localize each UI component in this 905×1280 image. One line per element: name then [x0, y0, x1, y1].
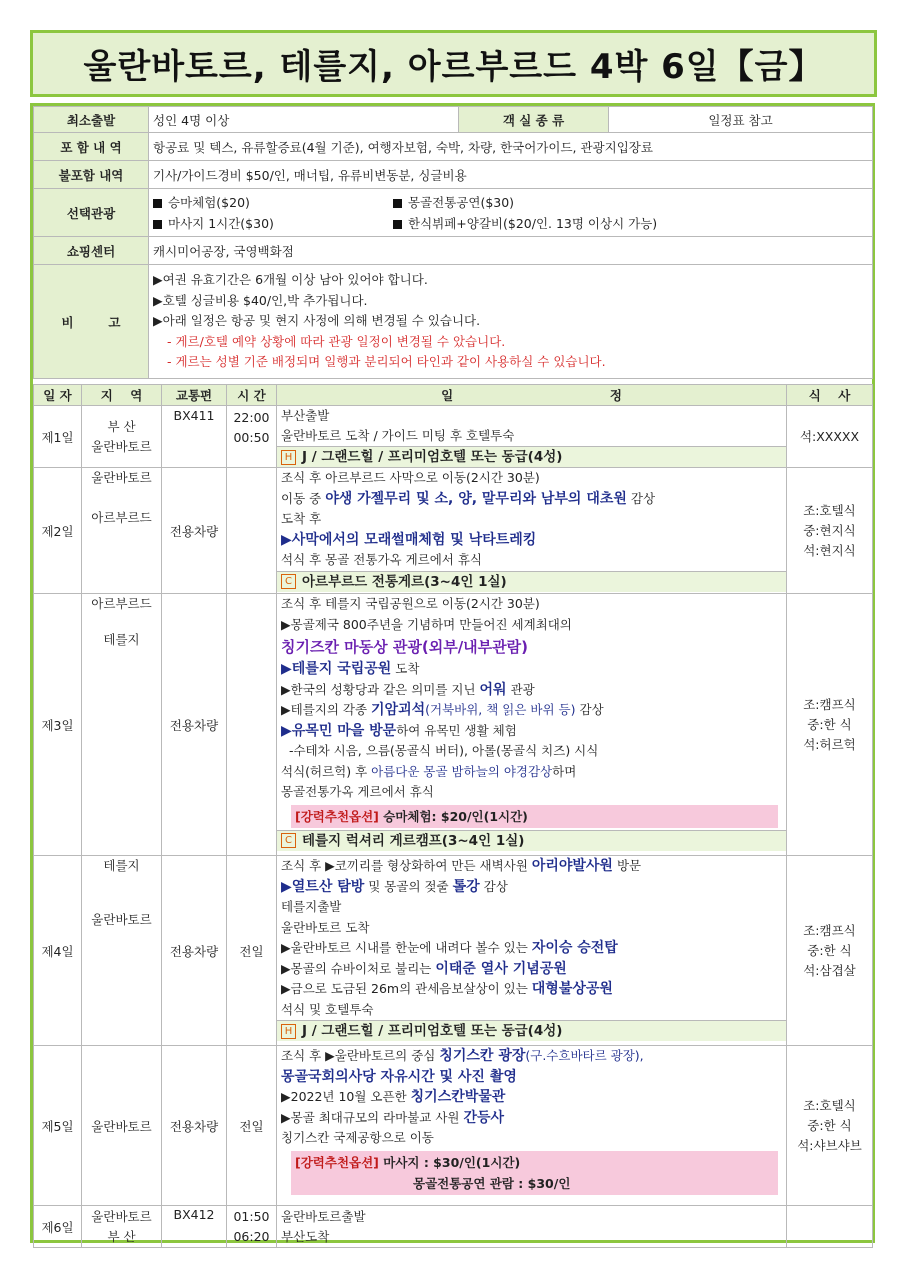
header-time: 시 간 — [227, 385, 277, 406]
day-region — [82, 406, 162, 468]
note-line: ▶아래 일정은 항공 및 현지 사정에 의해 변경될 수 있습니다. — [153, 313, 481, 329]
option-item: 한식뷔페+양갈비($20/인. 13명 이상시 가능) — [408, 216, 658, 231]
region-line: 아르부르드 — [91, 596, 152, 611]
shopping-value: 캐시미어공장, 국영백화점 — [149, 237, 873, 265]
region-line: 아르부르드 — [91, 510, 152, 525]
note-warning-line: - 게르/호텔 예약 상황에 따라 관광 일정이 변경될 수 았습니다. — [167, 333, 506, 349]
text: 하며 — [552, 763, 577, 779]
schedule-line — [281, 877, 782, 898]
room-type-value: 일정표 참고 — [609, 107, 873, 133]
text: 및 몽골의 젖줄 — [364, 878, 453, 894]
hotel-name: J / 그랜드힐 / 프리미엄호텔 또는 동급(4성) — [302, 449, 563, 465]
schedule-line: 조식 후 테를지 국립공원으로 이동(2시간 30분) — [281, 596, 540, 611]
header-schedule: 일 정 — [277, 385, 787, 406]
note-line: ▶호텔 싱글비용 $40/인,박 추가됩니다. — [153, 292, 368, 308]
schedule-line: 칭기스칸 국제공항으로 이동 — [281, 1130, 434, 1145]
day-label: 제2일 — [34, 468, 82, 594]
highlight-text: ▶유목민 마을 방문 — [281, 722, 397, 739]
day-row-1 — [34, 406, 873, 468]
text: ▶몽골 최대규모의 라마불교 사원 — [281, 1109, 464, 1125]
camp-icon: C — [281, 833, 296, 848]
hotel-icon: H — [281, 1024, 296, 1039]
highlight-text: ▶테를지 국립공원 — [281, 661, 392, 677]
note-line: ▶여권 유효기간은 6개월 이상 남아 있어야 합니다. — [153, 272, 428, 288]
options-value — [149, 189, 873, 237]
highlight-text: 톨강 — [452, 878, 480, 895]
highlight-text: 자이승 승전탑 — [531, 940, 618, 956]
schedule-line: 부산도착 — [281, 1228, 330, 1244]
option-item: 승마체험($20) — [168, 195, 250, 210]
day-schedule — [277, 594, 787, 856]
hotel-line — [277, 571, 786, 592]
hotel-line — [277, 1020, 786, 1041]
text: 하여 유목민 생활 체험 — [396, 722, 517, 738]
text: 조식 후 ▶코끼리를 형상화하여 만든 새벽사원 — [281, 858, 532, 873]
day-label: 제4일 — [34, 856, 82, 1046]
day-region: 울란바토르 — [82, 1046, 162, 1206]
text: ▶2022년 10월 오픈한 — [281, 1089, 411, 1104]
hotel-name: 아르부르드 전통게르(3~4인 1실) — [302, 573, 507, 590]
schedule-line — [281, 1087, 782, 1108]
highlight-text: 대형불상공원 — [531, 981, 613, 997]
text: ▶테를지의 각종 — [281, 702, 372, 717]
min-departure-label: 최소출발 — [34, 107, 149, 133]
schedule-line — [281, 680, 782, 701]
notes-value — [149, 265, 873, 379]
page-title: 울란바토르, 테를지, 아르부르드 4박 6일【금】 — [83, 47, 824, 87]
text: 도착 — [391, 661, 420, 676]
region-line: 울란바토르 — [91, 438, 152, 454]
meal-line: 조:호텔식 — [803, 502, 856, 518]
time-line: 06:20 — [233, 1228, 270, 1244]
text: (거북바위, 책 읽은 바위 등) — [425, 702, 576, 717]
day-meals — [787, 468, 873, 594]
schedule-header-row — [34, 385, 873, 406]
day-transport: 전용차량 — [162, 856, 227, 1046]
highlight-text: 어워 — [479, 681, 507, 698]
min-departure-value: 성인 4명 이상 — [149, 107, 459, 133]
schedule-highlight: 몽골국회의사당 자유시간 및 사진 촬영 — [281, 1068, 517, 1085]
shopping-row — [34, 237, 873, 265]
region-line: 울란바토르 — [91, 470, 152, 485]
day-transport: 전용차량 — [162, 1046, 227, 1206]
hotel-icon: H — [281, 450, 296, 465]
region-line: 테를지 — [103, 632, 140, 647]
option-text: 몽골전통공연 관람 : $30/인 — [413, 1175, 571, 1191]
text: 감상 — [479, 878, 508, 894]
day-transport: 전용차량 — [162, 594, 227, 856]
schedule-line: 울란바토르 도착 / 가이드 미팅 후 호텔투숙 — [281, 428, 515, 443]
meal-line: 중:한 식 — [807, 716, 852, 732]
meal-line: 석:현지식 — [803, 542, 856, 558]
day-transport: BX412 — [162, 1206, 227, 1248]
notes-label: 비 고 — [34, 265, 149, 379]
hotel-name: J / 그랜드힐 / 프리미엄호텔 또는 동급(4성) — [302, 1023, 563, 1039]
option-text: 승마체험: $20/인(1시간) — [378, 808, 528, 824]
day-row-4 — [34, 856, 873, 1046]
schedule-line — [281, 959, 782, 980]
region-line: 부 산 — [107, 418, 136, 434]
day-region — [82, 468, 162, 594]
includes-value: 항공료 및 텍스, 유류할증료(4월 기준), 여행자보험, 숙박, 차량, 한국어가이드, 관광지입장료 — [149, 133, 873, 161]
hotel-name: 테를지 럭셔리 게르캠프(3~4인 1실) — [302, 832, 525, 849]
highlight-text: 이태준 열사 기념공원 — [435, 960, 567, 977]
header-meals: 식 사 — [787, 385, 873, 406]
schedule-line: 울란바토르출발 — [281, 1208, 366, 1224]
day-schedule — [277, 856, 787, 1046]
schedule-line — [281, 1108, 782, 1129]
time-line: 01:50 — [233, 1208, 270, 1224]
schedule-line — [281, 1046, 782, 1067]
day-region — [82, 594, 162, 856]
schedule-line — [281, 659, 782, 680]
excludes-label: 불포함 내역 — [34, 161, 149, 189]
text: 방문 — [612, 858, 642, 873]
schedule-highlight: 칭기즈칸 마동상 관광(외부/내부관람) — [281, 638, 528, 656]
text: 감상 — [626, 490, 656, 506]
option-tag: [강력추천옵션] — [295, 808, 379, 824]
highlight-text: 칭기스칸 광장 — [439, 1048, 526, 1064]
schedule-line: 몽골전통가옥 게르에서 휴식 — [281, 784, 434, 799]
day-schedule — [277, 1046, 787, 1206]
region-line: 테를지 — [103, 858, 140, 873]
day-transport: BX411 — [162, 406, 227, 468]
highlight-text: ▶열트산 탐방 — [281, 878, 365, 895]
shopping-label: 쇼핑센터 — [34, 237, 149, 265]
header-day: 일 자 — [34, 385, 82, 406]
schedule-line: ▶몽골제국 800주년을 기념하며 만들어진 세계최대의 — [281, 616, 572, 632]
header-transport: 교통편 — [162, 385, 227, 406]
day-row-5 — [34, 1046, 873, 1206]
schedule-line — [281, 979, 782, 1000]
highlight-text: 아름다운 몽골 밤하늘의 야경감상 — [371, 763, 553, 779]
region-line: 울란바토르 — [91, 1208, 152, 1224]
day-schedule — [277, 468, 787, 594]
day-meals — [787, 1206, 873, 1248]
schedule-line — [281, 700, 782, 721]
day-meals — [787, 406, 873, 468]
day-time — [227, 406, 277, 468]
option-item: 몽골전통공연($30) — [408, 195, 515, 210]
meal-line: 석:허르헉 — [803, 736, 856, 752]
text: ▶울란바토르 시내를 한눈에 내려다 볼수 있는 — [281, 940, 532, 955]
schedule-line: -수테차 시음, 으름(몽골식 버터), 아롤(몽골식 치즈) 시식 — [281, 743, 599, 758]
schedule-line: 도착 후 — [281, 511, 322, 526]
region-line: 부 산 — [107, 1228, 136, 1244]
day-row-3 — [34, 594, 873, 856]
day-meals — [787, 1046, 873, 1206]
schedule-line — [281, 489, 782, 510]
day-schedule — [277, 406, 787, 468]
note-warning-line: - 게르는 성별 기준 배정되며 일행과 분리되어 타인과 같이 사용하실 수 있습니다. — [167, 354, 606, 370]
highlight-text: 기암괴석 — [371, 702, 426, 718]
notes-row — [34, 265, 873, 379]
bullet-square-icon — [393, 220, 402, 229]
day-region — [82, 1206, 162, 1248]
time-line: 00:50 — [233, 430, 270, 445]
option-text: 마사지 : $30/인(1시간) — [378, 1154, 521, 1170]
day-label: 제6일 — [34, 1206, 82, 1248]
bullet-square-icon — [393, 199, 402, 208]
day-meals — [787, 856, 873, 1046]
meal-line: 중:한 식 — [807, 1117, 852, 1133]
info-table — [33, 106, 873, 379]
text: (구.수흐바타르 광장), — [525, 1048, 644, 1063]
highlight-text: 아리야발사원 — [531, 858, 613, 874]
hotel-line — [277, 446, 786, 467]
day-row-6 — [34, 1206, 873, 1248]
text: 감상 — [575, 702, 604, 717]
title-banner — [30, 30, 877, 97]
day-meals — [787, 594, 873, 856]
bullet-square-icon — [153, 220, 162, 229]
schedule-line: 울란바토르 도착 — [281, 919, 370, 935]
recommended-option-box — [291, 805, 778, 828]
camp-icon: C — [281, 574, 296, 589]
meal-line: 석:샤브샤브 — [797, 1137, 862, 1153]
schedule-line — [281, 721, 782, 742]
region-line: 울란바토르 — [91, 912, 152, 927]
bullet-square-icon — [153, 199, 162, 208]
recommended-option-box — [291, 1151, 778, 1195]
schedule-line: 부산출발 — [281, 408, 330, 423]
option-item: 마사지 1시간($30) — [168, 216, 274, 231]
text: 관광 — [506, 681, 535, 697]
time-line: 22:00 — [233, 410, 270, 425]
highlight-text: 간등사 — [463, 1109, 505, 1126]
includes-row — [34, 133, 873, 161]
day-time: 전일 — [227, 1046, 277, 1206]
day-schedule — [277, 1206, 787, 1248]
meal-line: 석:XXXXX — [799, 428, 860, 444]
text: 이동 중 — [281, 490, 326, 506]
min-departure-row — [34, 107, 873, 133]
text: ▶몽골의 슈바이처로 불리는 — [281, 960, 436, 976]
meal-line: 조:캠프식 — [803, 922, 856, 938]
day-label: 제3일 — [34, 594, 82, 856]
schedule-line: 석식 및 호텔투숙 — [281, 1001, 374, 1017]
meal-line: 중:현지식 — [803, 522, 856, 538]
hotel-line — [277, 830, 786, 851]
excludes-value: 기사/가이드경비 $50/인, 매너팁, 유류비변동분, 싱글비용 — [149, 161, 873, 189]
day-time: 전일 — [227, 856, 277, 1046]
meal-line: 중:한 식 — [807, 942, 852, 958]
day-label: 제1일 — [34, 406, 82, 468]
day-time — [227, 1206, 277, 1248]
schedule-line: 조식 후 아르부르드 사막으로 이동(2시간 30분) — [281, 470, 540, 485]
highlight-text: 칭기스칸박물관 — [410, 1089, 506, 1105]
schedule-line: 석식 후 몽골 전통가옥 게르에서 휴식 — [281, 552, 482, 567]
options-label: 선택관광 — [34, 189, 149, 237]
meal-line: 석:삼겹살 — [803, 962, 856, 978]
text: ▶한국의 성황당과 같은 의미를 지닌 — [281, 681, 480, 697]
day-time — [227, 594, 277, 856]
schedule-line — [281, 856, 782, 877]
header-region: 지 역 — [82, 385, 162, 406]
text: 조식 후 ▶울란바토르의 중심 — [281, 1048, 440, 1063]
includes-label: 포 함 내 역 — [34, 133, 149, 161]
schedule-table — [33, 384, 873, 1248]
day-row-2 — [34, 468, 873, 594]
schedule-line: 테를지출발 — [281, 899, 342, 914]
meal-line: 조:캠프식 — [803, 696, 856, 712]
day-label: 제5일 — [34, 1046, 82, 1206]
schedule-line — [281, 938, 782, 959]
meal-line: 조:호텔식 — [803, 1097, 856, 1113]
room-type-label: 객 실 종 류 — [459, 107, 609, 133]
day-region — [82, 856, 162, 1046]
schedule-line — [281, 762, 782, 783]
options-row — [34, 189, 873, 237]
day-transport: 전용차량 — [162, 468, 227, 594]
text: ▶금으로 도금된 26m의 관세음보살상이 있는 — [281, 981, 532, 996]
excludes-row — [34, 161, 873, 189]
schedule-highlight: ▶사막에서의 모래썰매체험 및 낙타트레킹 — [281, 531, 537, 548]
text: 석식(허르헉) 후 — [281, 763, 372, 779]
option-tag: [강력추천옵션] — [295, 1154, 379, 1170]
highlight-text: 야생 가젤무리 및 소, 양, 말무리와 남부의 대초원 — [325, 490, 627, 507]
day-time — [227, 468, 277, 594]
